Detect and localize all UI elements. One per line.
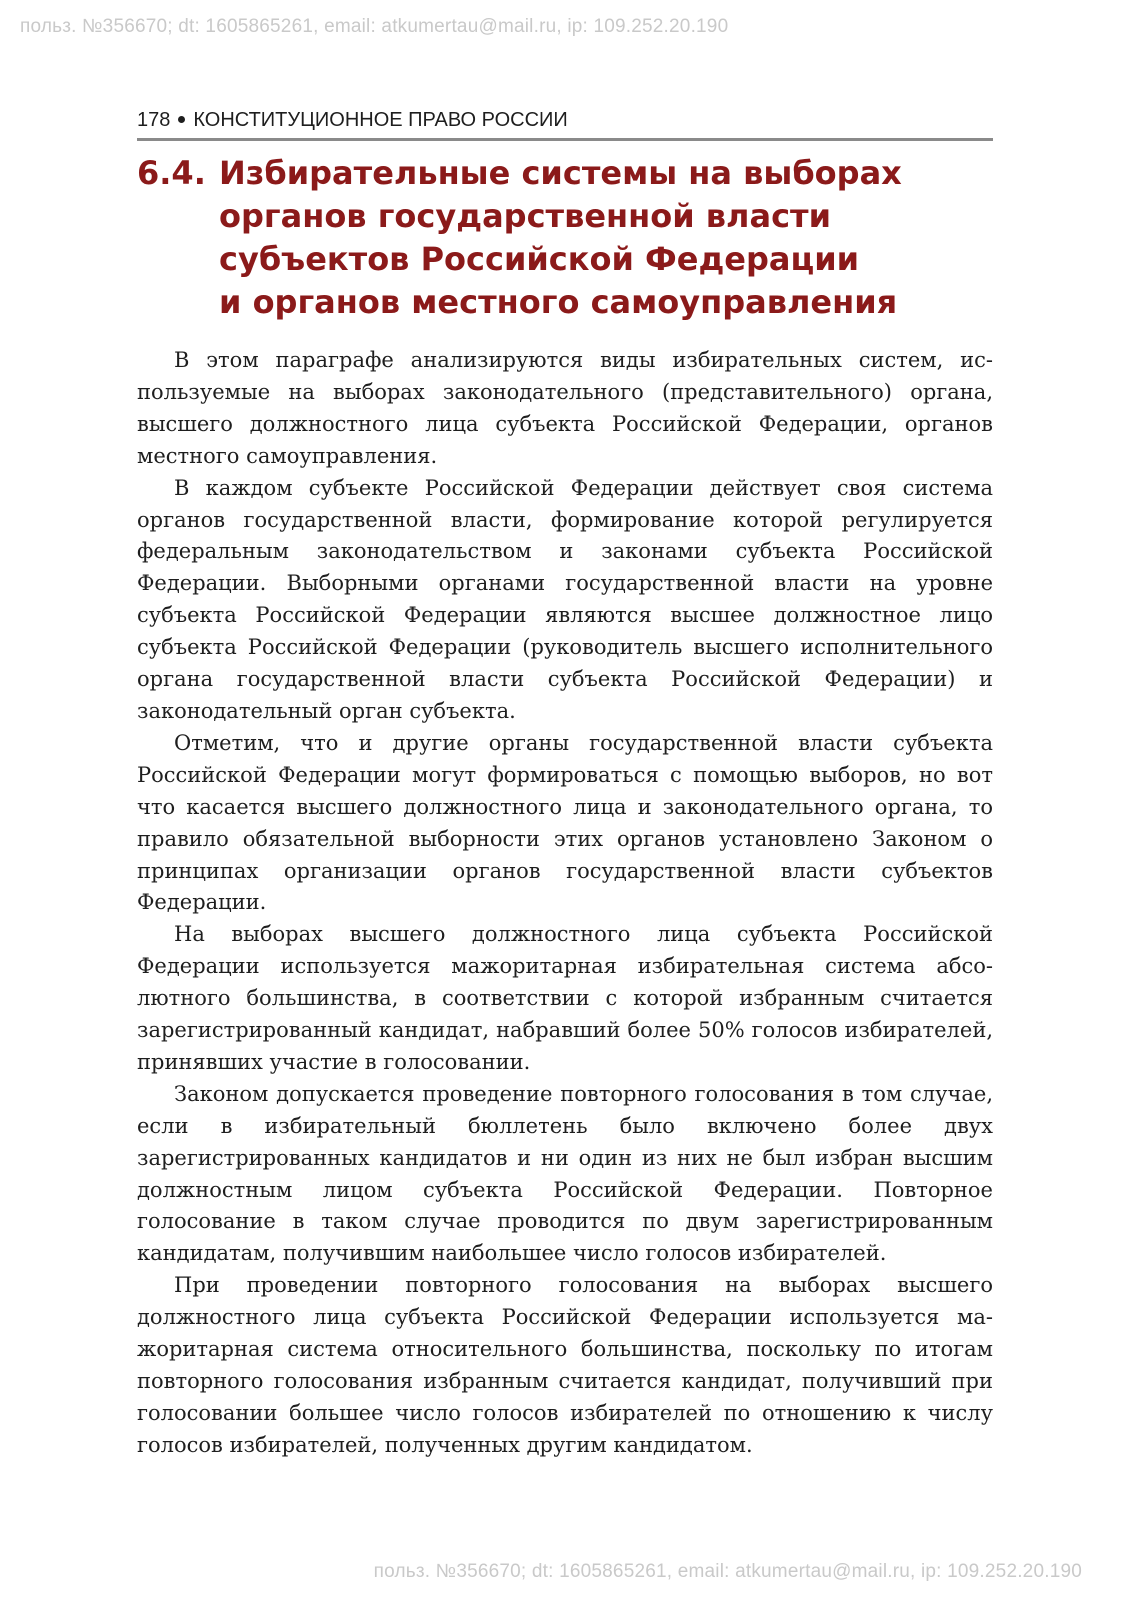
section-title-line: органов государственной власти xyxy=(219,197,832,235)
paragraph: В этом параграфе анализируются виды избирательных систем, используемые на выборах законодательного (представительного) органа, высшего должностного лица субъекта Российской Федерации, органов местного самоуправления. xyxy=(137,348,993,468)
section-number: 6.4. xyxy=(137,154,206,192)
watermark-bottom: польз. №356670; dt: 1605865261, email: atkumertau@mail.ru, ip: 109.252.20.190 xyxy=(373,1561,1082,1582)
paragraph: Законом допускается проведение повторного голосования в том случае, если в избирательный бюллетень было включено более двух зарегистрированных кандидатов и ни один из них не был избран высшим должностным лицом субъекта Российской Федерации. Повторное голосование в таком случае проводится по двум зарегистрированным кандидатам, получившим наибольшее число голосов избирателей. xyxy=(137,1081,993,1266)
paragraph: На выборах высшего должностного лица субъекта Российской Федерации используется мажоритарная избирательная система абсолютного большинства, в соответствии с которой избранным считается зарегистрированный кандидат, набравший более 50% голосов избирателей, принявших участие в голосовании. xyxy=(137,922,993,1074)
paragraph: В каждом субъекте Российской Федерации действует своя система органов государственной власти, формирование которой регулируется федеральным законодательством и законами субъекта Российской Федерации. Выборными органами государственной власти на уровне субъекта Российской Федерации являются высшее должностное лицо субъекта Российской Федерации (руководитель высшего исполнительного органа государственной власти субъекта Российской Федерации) и законодательный орган субъекта. xyxy=(137,475,993,723)
section-title-line: и органов местного самоуправления xyxy=(219,283,898,321)
paragraph: Отметим, что и другие органы государственной власти субъекта Российской Федерации могут формироваться с помощью выборов, но вот что касается высшего должностного лица и законодательного органа, то правило обязательной выборности этих органов установлено Законом о принципах организации органов государственной власти субъектов Федерации. xyxy=(137,730,993,915)
book-title: КОНСТИТУЦИОННОЕ ПРАВО РОССИИ xyxy=(193,109,568,131)
page-number: 178 xyxy=(137,109,171,131)
running-head xyxy=(137,106,993,141)
section-title-line: субъектов Российской Федерации xyxy=(219,240,860,278)
bullet-separator-icon xyxy=(178,116,185,123)
watermark-top: польз. №356670; dt: 1605865261, email: atkumertau@mail.ru, ip: 109.252.20.190 xyxy=(20,16,729,37)
section-heading xyxy=(137,152,997,324)
section-title-line: Избирательные системы на выборах xyxy=(219,154,902,192)
paragraph: При проведении повторного голосования на выборах высшего должностного лица субъекта Российской Федерации используется мажоритарная система относительного большинства, поскольку по итогам повторного голосования избранным считается кандидат, получивший при голосовании большее число голосов избирателей по отношению к числу голосов избирателей, полученных другим кандидатом. xyxy=(137,1273,993,1457)
section-heading-line-1 xyxy=(137,152,997,195)
body-text xyxy=(137,345,993,1462)
